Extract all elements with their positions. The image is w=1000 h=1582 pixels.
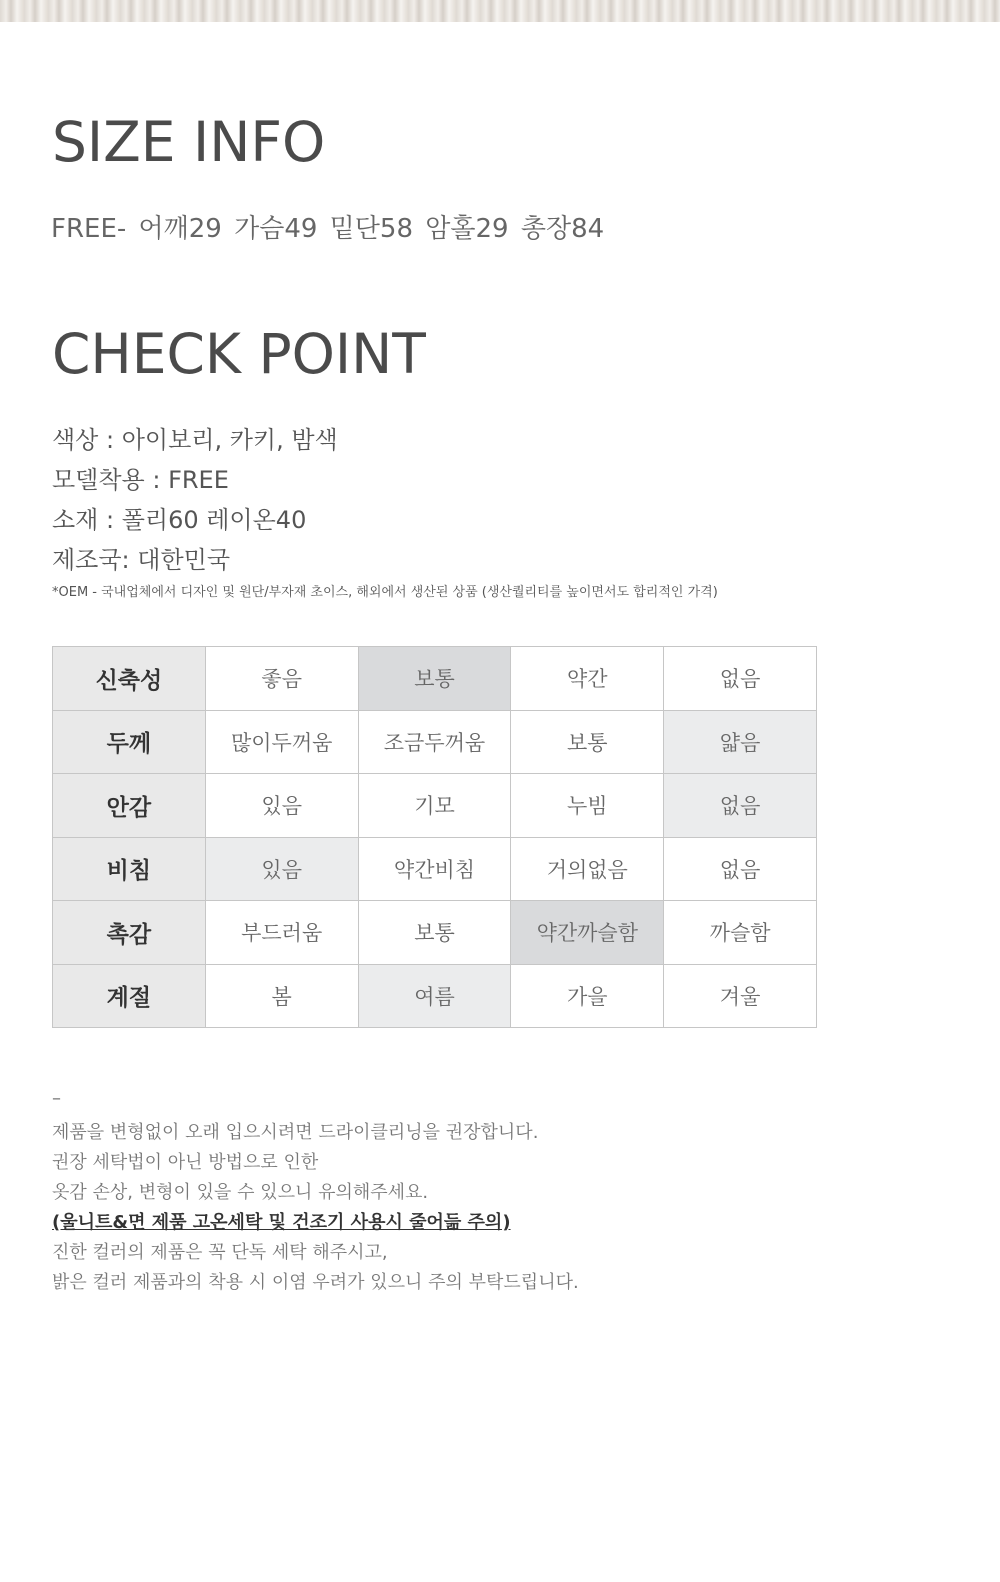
care-line: 밝은 컬러 제품과의 착용 시 이염 우려가 있으니 주의 부탁드립니다. <box>52 1272 579 1293</box>
care-line: 진한 컬러의 제품은 꼭 단독 세탁 해주시고, <box>52 1242 388 1263</box>
option-cell: 많이두꺼움 <box>205 710 358 774</box>
option-cell-selected: 없음 <box>664 774 817 838</box>
option-cell: 까슬함 <box>664 901 817 965</box>
option-cell: 부드러움 <box>205 901 358 965</box>
care-line: 권장 세탁법이 아닌 방법으로 인한 <box>52 1152 319 1173</box>
option-cell: 약간비침 <box>358 837 511 901</box>
option-cell-selected: 있음 <box>205 837 358 901</box>
table-row <box>53 837 817 901</box>
option-cell-selected: 약간까슬함 <box>511 901 664 965</box>
row-label: 비침 <box>53 837 206 901</box>
size-info-title: SIZE INFO <box>52 110 326 174</box>
oem-note: *OEM - 국내업체에서 디자인 및 원단/부자재 초이스, 해외에서 생산된 상품 (생산퀄리티를 높이면서도 합리적인 가격) <box>52 585 718 600</box>
spec-material: 소재 : 폴리60 레이온40 <box>52 506 307 534</box>
option-cell: 봄 <box>205 964 358 1028</box>
care-divider: – <box>52 1088 61 1109</box>
option-cell: 기모 <box>358 774 511 838</box>
spec-color: 색상 : 아이보리, 카키, 밤색 <box>52 426 338 454</box>
check-point-title: CHECK POINT <box>52 322 426 386</box>
row-label: 계절 <box>53 964 206 1028</box>
spec-model-size: 모델착용 : FREE <box>52 466 229 494</box>
product-photo-strip <box>0 0 1000 22</box>
option-cell: 좋음 <box>205 647 358 711</box>
option-cell: 겨울 <box>664 964 817 1028</box>
care-warning: (울니트&면 제품 고온세탁 및 건조기 사용시 줄어듦 주의) <box>52 1212 511 1233</box>
option-cell: 없음 <box>664 837 817 901</box>
option-cell: 가을 <box>511 964 664 1028</box>
row-label: 촉감 <box>53 901 206 965</box>
option-cell-selected: 여름 <box>358 964 511 1028</box>
fabric-check-table <box>52 646 817 1028</box>
table-row <box>53 901 817 965</box>
option-cell: 약간 <box>511 647 664 711</box>
row-label: 신축성 <box>53 647 206 711</box>
option-cell: 보통 <box>511 710 664 774</box>
option-cell: 조금두꺼움 <box>358 710 511 774</box>
spec-origin: 제조국: 대한민국 <box>52 546 231 574</box>
option-cell: 누빔 <box>511 774 664 838</box>
option-cell: 있음 <box>205 774 358 838</box>
table-row <box>53 647 817 711</box>
row-label: 안감 <box>53 774 206 838</box>
row-label: 두께 <box>53 710 206 774</box>
option-cell: 보통 <box>358 901 511 965</box>
table-row <box>53 774 817 838</box>
table-row <box>53 710 817 774</box>
option-cell: 거의없음 <box>511 837 664 901</box>
care-line: 옷감 손상, 변형이 있을 수 있으니 유의해주세요. <box>52 1182 429 1203</box>
care-line: 제품을 변형없이 오래 입으시려면 드라이클리닝을 권장합니다. <box>52 1122 539 1143</box>
option-cell: 없음 <box>664 647 817 711</box>
table-row <box>53 964 817 1028</box>
size-measurements: FREE- 어깨29 가슴49 밑단58 암홀29 총장84 <box>51 214 605 244</box>
option-cell-selected: 보통 <box>358 647 511 711</box>
option-cell-selected: 얇음 <box>664 710 817 774</box>
